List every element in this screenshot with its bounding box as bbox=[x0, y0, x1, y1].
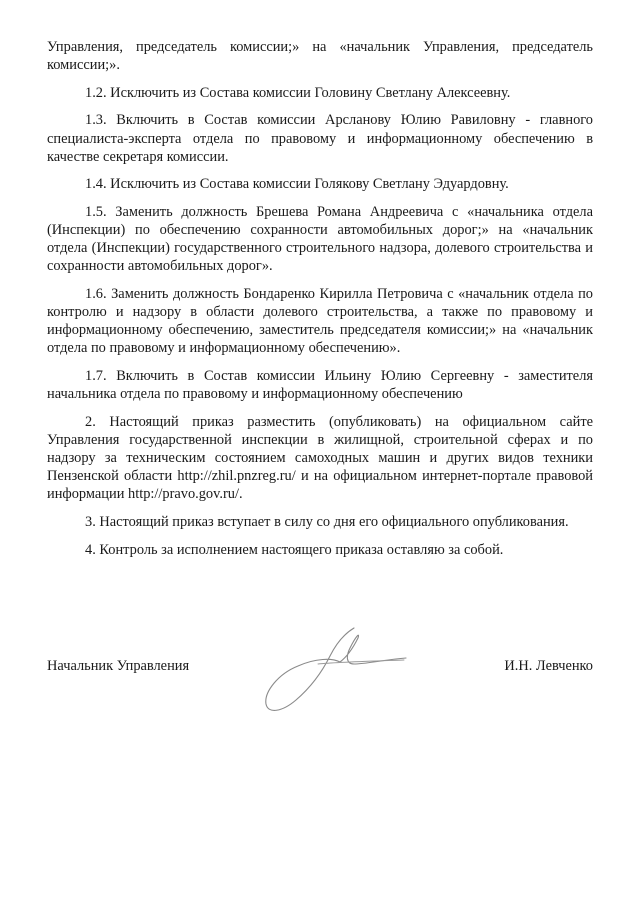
paragraph-1-7: 1.7. Включить в Состав комиссии Ильину Юлию Сергеевну - заместителя начальника отдела по правовому и информационному обеспечению bbox=[47, 367, 593, 403]
signatory-position: Начальник Управления bbox=[47, 658, 190, 674]
document-body bbox=[47, 38, 593, 568]
paragraph-1-4: 1.4. Исключить из Состава комиссии Голякову Светлану Эдуардовну. bbox=[85, 176, 509, 193]
paragraph-1-6: 1.6. Заменить должность Бондаренко Кирилла Петровича с «начальник отдела по контролю и надзору в области долевого строительства, а также по правовому и информационному обеспечению, заместитель председателя комиссии;» на «начальник отдела по правовому и информационному обеспечению». bbox=[47, 286, 593, 357]
handwritten-signature bbox=[258, 622, 418, 722]
signatory-name: И.Н. Левченко bbox=[504, 658, 593, 674]
paragraph-3: 3. Настоящий приказ вступает в силу со дня его официального опубликования. bbox=[85, 513, 569, 530]
paragraph-1-3: 1.3. Включить в Состав комиссии Арсланову Юлию Равиловну - главного специалиста-эксперта отдела по правовому и информационному обеспечению в качестве секретаря комиссии. bbox=[47, 112, 593, 165]
paragraph-1-2: 1.2. Исключить из Состава комиссии Головину Светлану Алексеевну. bbox=[85, 84, 511, 101]
paragraph-continuation: Управления, председатель комиссии;» на «начальник Управления, председатель комиссии;». bbox=[47, 39, 593, 74]
paragraph-1-5: 1.5. Заменить должность Брешева Романа Андреевича с «начальника отдела (Инспекции) по обеспечению сохранности автомобильных дорог;» на «начальник отдела (Инспекции) государственного строительного надзора, долевого строительства и сохранности автомобильных дорог». bbox=[47, 204, 593, 275]
paragraph-2: 2. Настоящий приказ разместить (опубликовать) на официальном сайте Управления государственной инспекции в жилищной, строительной сферах и по надзору за техническим состоянием самоходных машин и других видов техники Пензенской области http://zhil.pnzreg.ru/ и на официальном интернет-портале правовой информации http://pravo.gov.ru/. bbox=[47, 413, 593, 503]
paragraph-4: 4. Контроль за исполнением настоящего приказа оставляю за собой. bbox=[85, 541, 504, 558]
